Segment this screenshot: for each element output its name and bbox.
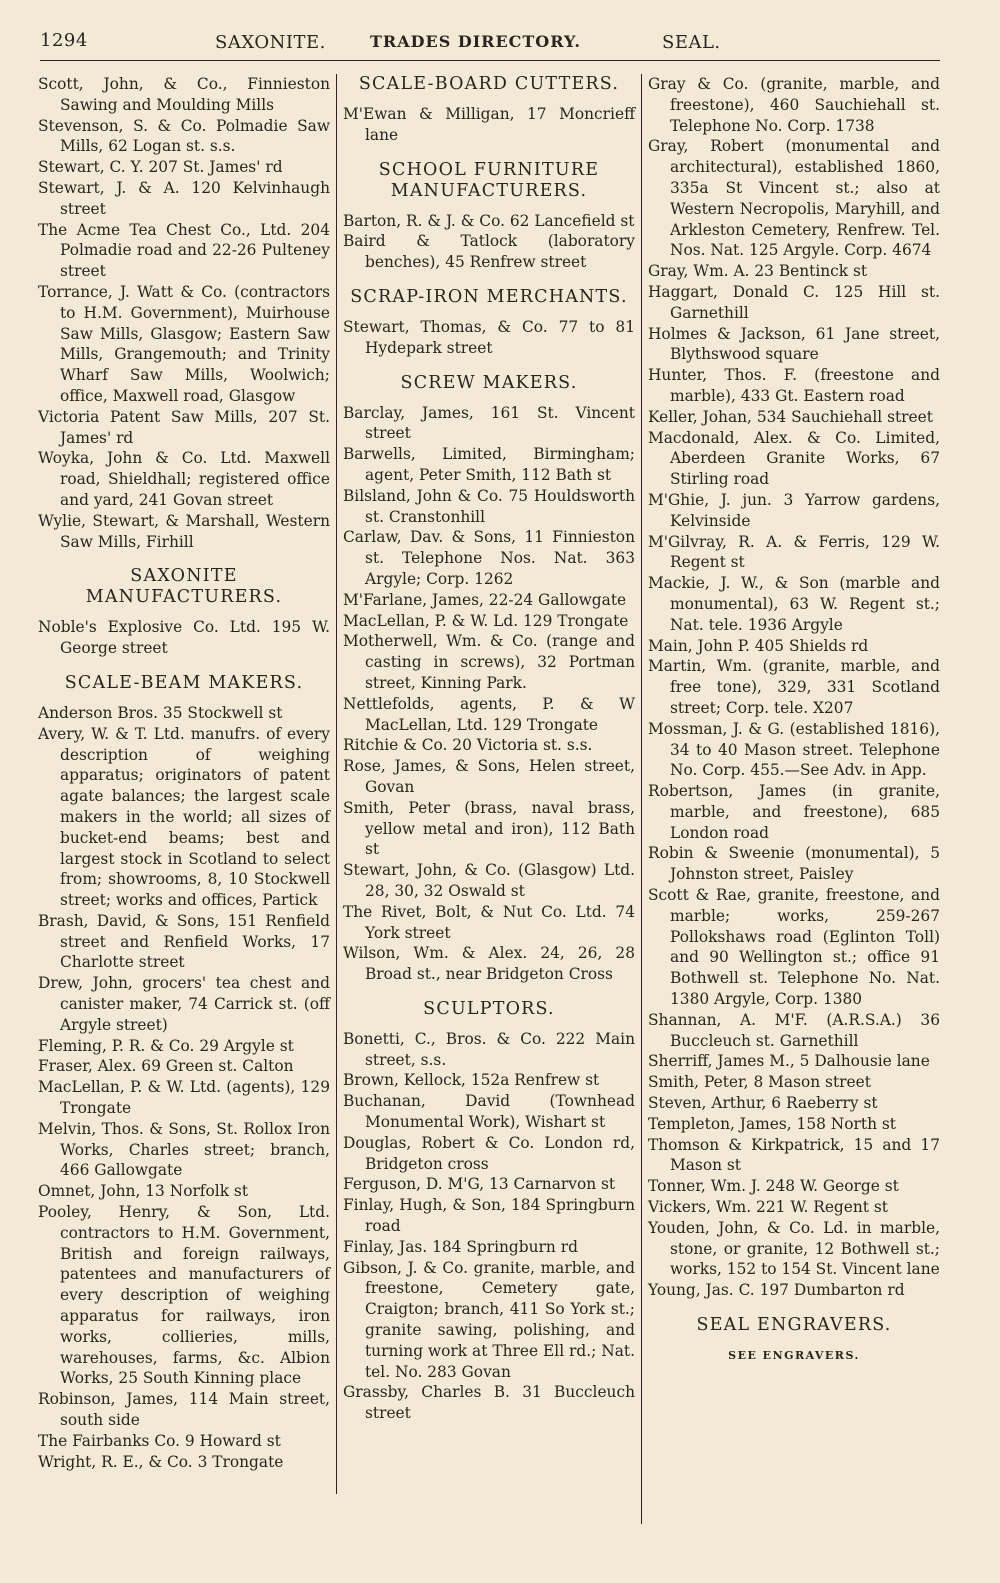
section-heading: SCREW MAKERS. (400, 372, 578, 393)
directory-entry: Gibson, J. & Co. granite, marble, and freestone, Cemetery gate, Craigton; branch, 411 So York st.; granite sawing, polishing, and turning work at Three Ell rd.; Nat. tel. No. 283 Govan (343, 1258, 635, 1381)
directory-entry: M'Farlane, James, 22-24 Gallowgate (343, 590, 627, 609)
directory-entry: Thomson & Kirkpatrick, 15 and 17 Mason st (648, 1135, 940, 1175)
directory-entry: Stewart, Thomas, & Co. 77 to 81 Hydepark street (343, 317, 635, 357)
directory-entry: Brown, Kellock, 152a Renfrew st (343, 1071, 600, 1090)
page-header (40, 30, 940, 60)
directory-entry: Shannan, A. M'F. (A.R.S.A.) 36 Buccleuch st. Garnethill (648, 1010, 940, 1050)
directory-entry: Stewart, John, & Co. (Glasgow) Ltd. 28, 30, 32 Oswald st (343, 861, 635, 900)
directory-entry: Ferguson, D. M'G, 13 Carnarvon st (343, 1175, 616, 1194)
directory-entry: Smith, Peter, 8 Mason street (648, 1073, 871, 1092)
directory-entry: Victoria Patent Saw Mills, 207 St. James' rd (38, 407, 330, 447)
section-heading: SAXONITE MANUFACTURERS. (85, 566, 283, 608)
directory-entry: Stevenson, S. & Co. Polmadie Saw Mills, 62 Logan st. s.s. (38, 116, 330, 156)
directory-entry: MacLellan, P. & W. Ld. 129 Trongate (343, 611, 629, 630)
directory-entry: Martin, Wm. (granite, marble, and free tone), 329, 331 Scotland street; Corp. tele. X207 (648, 657, 940, 717)
directory-entry: Noble's Explosive Co. Ltd. 195 W. George street (38, 618, 330, 658)
directory-entry: Baird & Tatlock (laboratory benches), 45 Renfrew street (343, 232, 635, 272)
directory-entry: Sherriff, James M., 5 Dalhousie lane (648, 1052, 930, 1071)
directory-entry: Fleming, P. R. & Co. 29 Argyle st (38, 1036, 294, 1055)
directory-entry: Main, John P. 405 Shields rd (648, 636, 869, 655)
directory-entry: Barwells, Limited, Birmingham; agent, Peter Smith, 112 Bath st (343, 445, 635, 484)
directory-entry: Fraser, Alex. 69 Green st. Calton (38, 1057, 294, 1076)
directory-entry: Torrance, J. Watt & Co. (contractors to H.M. Government), Muirhouse Saw Mills, Glasgow; Eastern Saw Mills, Grangemouth; and Trinity Wharf Saw Mills, Woolwich; office, Maxwell road, Glasgow (38, 282, 330, 405)
section-heading: SCULPTORS. (423, 998, 555, 1019)
directory-entry: Tonner, Wm. J. 248 W. George st (648, 1177, 899, 1196)
page-number: 1294 (40, 30, 88, 51)
directory-entry: Hunter, Thos. F. (freestone and marble), 433 Gt. Eastern road (648, 366, 940, 405)
header-right-word: SEAL. (662, 32, 721, 53)
column-2 (343, 74, 635, 1424)
directory-entry: Youden, John, & Co. Ld. in marble, stone, or granite, 12 Bothwell st.; works, 152 to 154 St. Vincent lane (648, 1218, 940, 1279)
directory-entry: Grassby, Charles B. 31 Buccleuch street (343, 1383, 635, 1423)
directory-entry: Nettlefolds, agents, P. & W MacLellan, Ltd. 129 Trongate (343, 694, 635, 734)
directory-entry: Mackie, J. W., & Son (marble and monumental), 63 W. Regent st.; Nat. tele. 1936 Argyle (648, 574, 940, 634)
directory-entry: Steven, Arthur, 6 Raeberry st (648, 1094, 878, 1113)
directory-entry: Avery, W. & T. Ltd. manufrs. of every description of weighing apparatus; originators of patent agate balances; the largest scale makers in the world; all sizes of bucket-end beams; best and largest stock in Scotland to select from; showrooms, 8, 10 Stockwell street; works and offices, Partick (38, 724, 330, 910)
section-heading: SEAL ENGRAVERS. (696, 1315, 892, 1336)
directory-entry: Bilsland, John & Co. 75 Houldsworth st. Cranstonhill (343, 486, 635, 526)
header-left-word: SAXONITE. (215, 32, 326, 53)
directory-entry: Vickers, Wm. 221 W. Regent st (648, 1198, 888, 1217)
column-divider (336, 74, 337, 1494)
directory-entry: The Fairbanks Co. 9 Howard st (38, 1431, 281, 1450)
directory-entry: Omnet, John, 13 Norfolk st (38, 1182, 248, 1201)
directory-entry: Finlay, Jas. 184 Springburn rd (343, 1237, 578, 1256)
section-heading: SCALE-BOARD CUTTERS. (358, 74, 620, 94)
directory-entry: MacLellan, P. & W. Ltd. (agents), 129 Trongate (38, 1078, 330, 1118)
directory-entry: Mossman, J. & G. (established 1816), 34 to 40 Mason street. Telephone No. Corp. 455.—See Adv. in App. (648, 719, 940, 780)
directory-entry: Scott, John, & Co., Finnieston Sawing and Moulding Mills (38, 75, 330, 114)
directory-entry: The Acme Tea Chest Co., Ltd. 204 Polmadie road and 22-26 Pulteney street (38, 220, 330, 281)
section-heading: SCALE-BEAM MAKERS. (64, 672, 304, 693)
directory-entry: Melvin, Thos. & Sons, St. Rollox Iron Works, Charles street; branch, 466 Gallowgate (38, 1119, 330, 1180)
directory-entry: Brash, David, & Sons, 151 Renfield street and Renfield Works, 17 Charlotte street (38, 911, 330, 972)
directory-entry: Wylie, Stewart, & Marshall, Western Saw Mills, Firhill (38, 511, 330, 551)
section-heading: SCHOOL FURNITURE MANUFACTURERS. (378, 159, 600, 201)
directory-entry: Robertson, James (in granite, marble, and freestone), 685 London road (648, 782, 940, 842)
directory-entry: Holmes & Jackson, 61 Jane street, Blythswood square (648, 324, 940, 364)
directory-entry: Macdonald, Alex. & Co. Limited, Aberdeen Granite Works, 67 Stirling road (648, 428, 940, 489)
directory-entry: Pooley, Henry, & Son, Ltd. contractors to H.M. Government, British and foreign railways, patentees and manufacturers of every description of weighing apparatus for railways, iron works, collieries, mills, warehouses, farms, &c. Albion Works, 25 South Kinning place (38, 1203, 330, 1388)
column-1 (38, 74, 330, 1472)
directory-entry: The Rivet, Bolt, & Nut Co. Ltd. 74 York street (343, 902, 635, 942)
directory-entry: Drew, John, grocers' tea chest and canister maker, 74 Carrick st. (off Argyle street) (38, 974, 330, 1034)
column-3 (648, 74, 940, 1375)
directory-entry: Gray & Co. (granite, marble, and freestone), 460 Sauchiehall st. Telephone No. Corp. 1738 (648, 75, 940, 135)
header-rule (40, 60, 940, 61)
directory-entry: Gray, Robert (monumental and architectural), established 1860, 335a St Vincent st.; also at Western Necropolis, Maryhill, and Arkleston Cemetery, Renfrew. Tel. Nos. Nat. 125 Argyle. Corp. 4674 (648, 137, 940, 260)
directory-entry: Wilson, Wm. & Alex. 24, 26, 28 Broad st., near Bridgeton Cross (343, 944, 635, 984)
directory-entry: Buchanan, David (Townhead Monumental Work), Wishart st (343, 1092, 635, 1132)
directory-entry: Anderson Bros. 35 Stockwell st (38, 703, 283, 722)
directory-entry: Haggart, Donald C. 125 Hill st. Garnethill (648, 282, 940, 322)
directory-entry: Stewart, C. Y. 207 St. James' rd (38, 158, 283, 177)
directory-entry: Stewart, J. & A. 120 Kelvinhaugh street (38, 178, 330, 218)
directory-entry: Scott & Rae, granite, freestone, and marble; works, 259-267 Pollokshaws road (Eglinton Toll) and 90 Wellington st.; office 91 Bothwell st. Telephone No. Nat. 1380 Argyle, Corp. 1380 (648, 886, 940, 1009)
directory-entry: Robin & Sweenie (monumental), 5 Johnston street, Paisley (648, 844, 940, 884)
directory-entry: Wright, R. E., & Co. 3 Trongate (38, 1452, 284, 1471)
directory-entry: Templeton, James, 158 North st (648, 1114, 896, 1133)
directory-entry: M'Ewan & Milligan, 17 Moncrieff lane (343, 105, 635, 144)
directory-entry: Woyka, John & Co. Ltd. Maxwell road, Shieldhall; registered office and yard, 241 Govan street (38, 449, 330, 509)
directory-entry: Douglas, Robert & Co. London rd, Bridgeton cross (343, 1133, 635, 1173)
directory-entry: M'Gilvray, R. A. & Ferris, 129 W. Regent st (648, 532, 940, 572)
directory-entry: Carlaw, Dav. & Sons, 11 Finnieston st. Telephone Nos. Nat. 363 Argyle; Corp. 1262 (343, 528, 635, 588)
section-heading: SCRAP-IRON MERCHANTS. (350, 286, 628, 307)
directory-entry: Robinson, James, 114 Main street, south side (38, 1390, 330, 1430)
directory-entry: Barton, R. & J. & Co. 62 Lancefield st (343, 211, 635, 230)
directory-entry: Finlay, Hugh, & Son, 184 Springburn road (343, 1196, 635, 1236)
directory-entry: M'Ghie, J. jun. 3 Yarrow gardens, Kelvinside (648, 490, 940, 530)
directory-entry: Ritchie & Co. 20 Victoria st. s.s. (343, 736, 593, 755)
directory-entry: Smith, Peter (brass, naval brass, yellow metal and iron), 112 Bath st (343, 798, 635, 859)
directory-entry: Young, Jas. C. 197 Dumbarton rd (648, 1281, 905, 1300)
header-title: TRADES DIRECTORY. (370, 32, 581, 51)
directory-entry: Bonetti, C., Bros. & Co. 222 Main street, s.s. (343, 1029, 635, 1069)
column-divider (641, 74, 642, 1524)
section-heading: SEE ENGRAVERS. (728, 1349, 860, 1363)
directory-entry: Gray, Wm. A. 23 Bentinck st (648, 262, 868, 281)
directory-entry: Barclay, James, 161 St. Vincent street (343, 403, 635, 443)
directory-entry: Motherwell, Wm. & Co. (range and casting in screws), 32 Portman street, Kinning Park. (343, 632, 635, 692)
directory-entry: Keller, Johan, 534 Sauchiehall street (648, 407, 933, 426)
directory-entry: Rose, James, & Sons, Helen street, Govan (343, 757, 635, 796)
